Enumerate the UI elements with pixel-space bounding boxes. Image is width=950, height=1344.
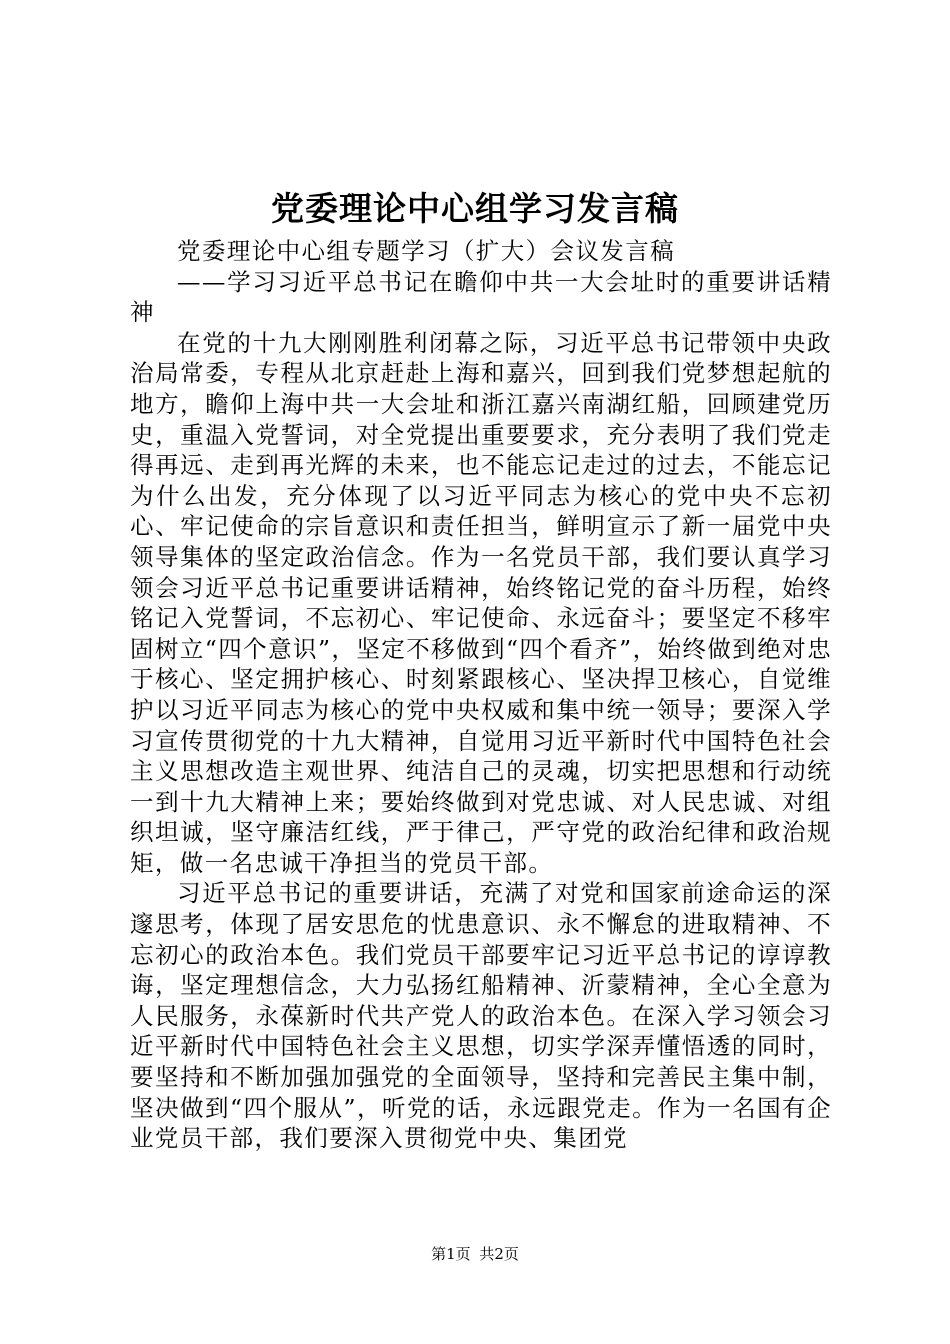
page-footer xyxy=(0,1244,950,1264)
document-title: 党委理论中心组学习发言稿 xyxy=(271,189,679,228)
page-number-total: 共2页 xyxy=(479,1245,519,1263)
document-subtitle-theme: ——学习习近平总书记在瞻仰中共一大会址时的重要讲话精神 xyxy=(130,267,832,327)
page-number-current: 第1页 xyxy=(431,1245,471,1263)
body-paragraph: 在党的十九大刚刚胜利闭幕之际，习近平总书记带领中央政治局常委，专程从北京赶赴上海和嘉兴，回到我们党梦想起航的地方，瞻仰上海中共一大会址和浙江嘉兴南湖红船，回顾建党历史，重温入党誓词，对全党提出重要要求，充分表明了我们党走得再远、走到再光辉的未来，也不能忘记走过的过去，不能忘记为什么出发，充分体现了以习近平同志为核心的党中央不忘初心、牢记使命的宗旨意识和责任担当，鲜明宣示了新一届党中央领导集体的坚定政治信念。作为一名党员干部，我们要认真学习领会习近平总书记重要讲话精神，始终铭记党的奋斗历程，始终铭记入党誓词，不忘初心、牢记使命、永远奋斗；要坚定不移牢固树立“四个意识”，坚定不移做到“四个看齐”，始终做到绝对忠于核心、坚定拥护核心、时刻紧跟核心、坚决捍卫核心，自觉维护以习近平同志为核心的党中央权威和集中统一领导；要深入学习宣传贯彻党的十九大精神，自觉用习近平新时代中国特色社会主义思想改造主观世界、纯洁自己的灵魂，切实把思想和行动统一到十九大精神上来；要始终做到对党忠诚、对人民忠诚、对组织坦诚，坚守廉洁红线，严于律己，严守党的政治纪律和政治规矩，做一名忠诚干净担当的党员干部。 xyxy=(130,328,832,877)
body-paragraph: 习近平总书记的重要讲话，充满了对党和国家前途命运的深邃思考，体现了居安思危的忧患意识、永不懈怠的进取精神、不忘初心的政治本色。我们党员干部要牢记习近平总书记的谆谆教诲，坚定理想信念，大力弘扬红船精神、沂蒙精神，全心全意为人民服务，永葆新时代共产党人的政治本色。在深入学习领会习近平新时代中国特色社会主义思想，切实学深弄懂悟透的同时，要坚持和不断加强加强党的全面领导，坚持和完善民主集中制，坚决做到“四个服从”，听党的话，永远跟党走。作为一名国有企业党员干部，我们要深入贯彻党中央、集团党 xyxy=(130,879,832,1153)
document-subtitle: 党委理论中心组专题学习（扩大）会议发言稿 xyxy=(177,237,675,265)
document-body xyxy=(130,236,832,1154)
